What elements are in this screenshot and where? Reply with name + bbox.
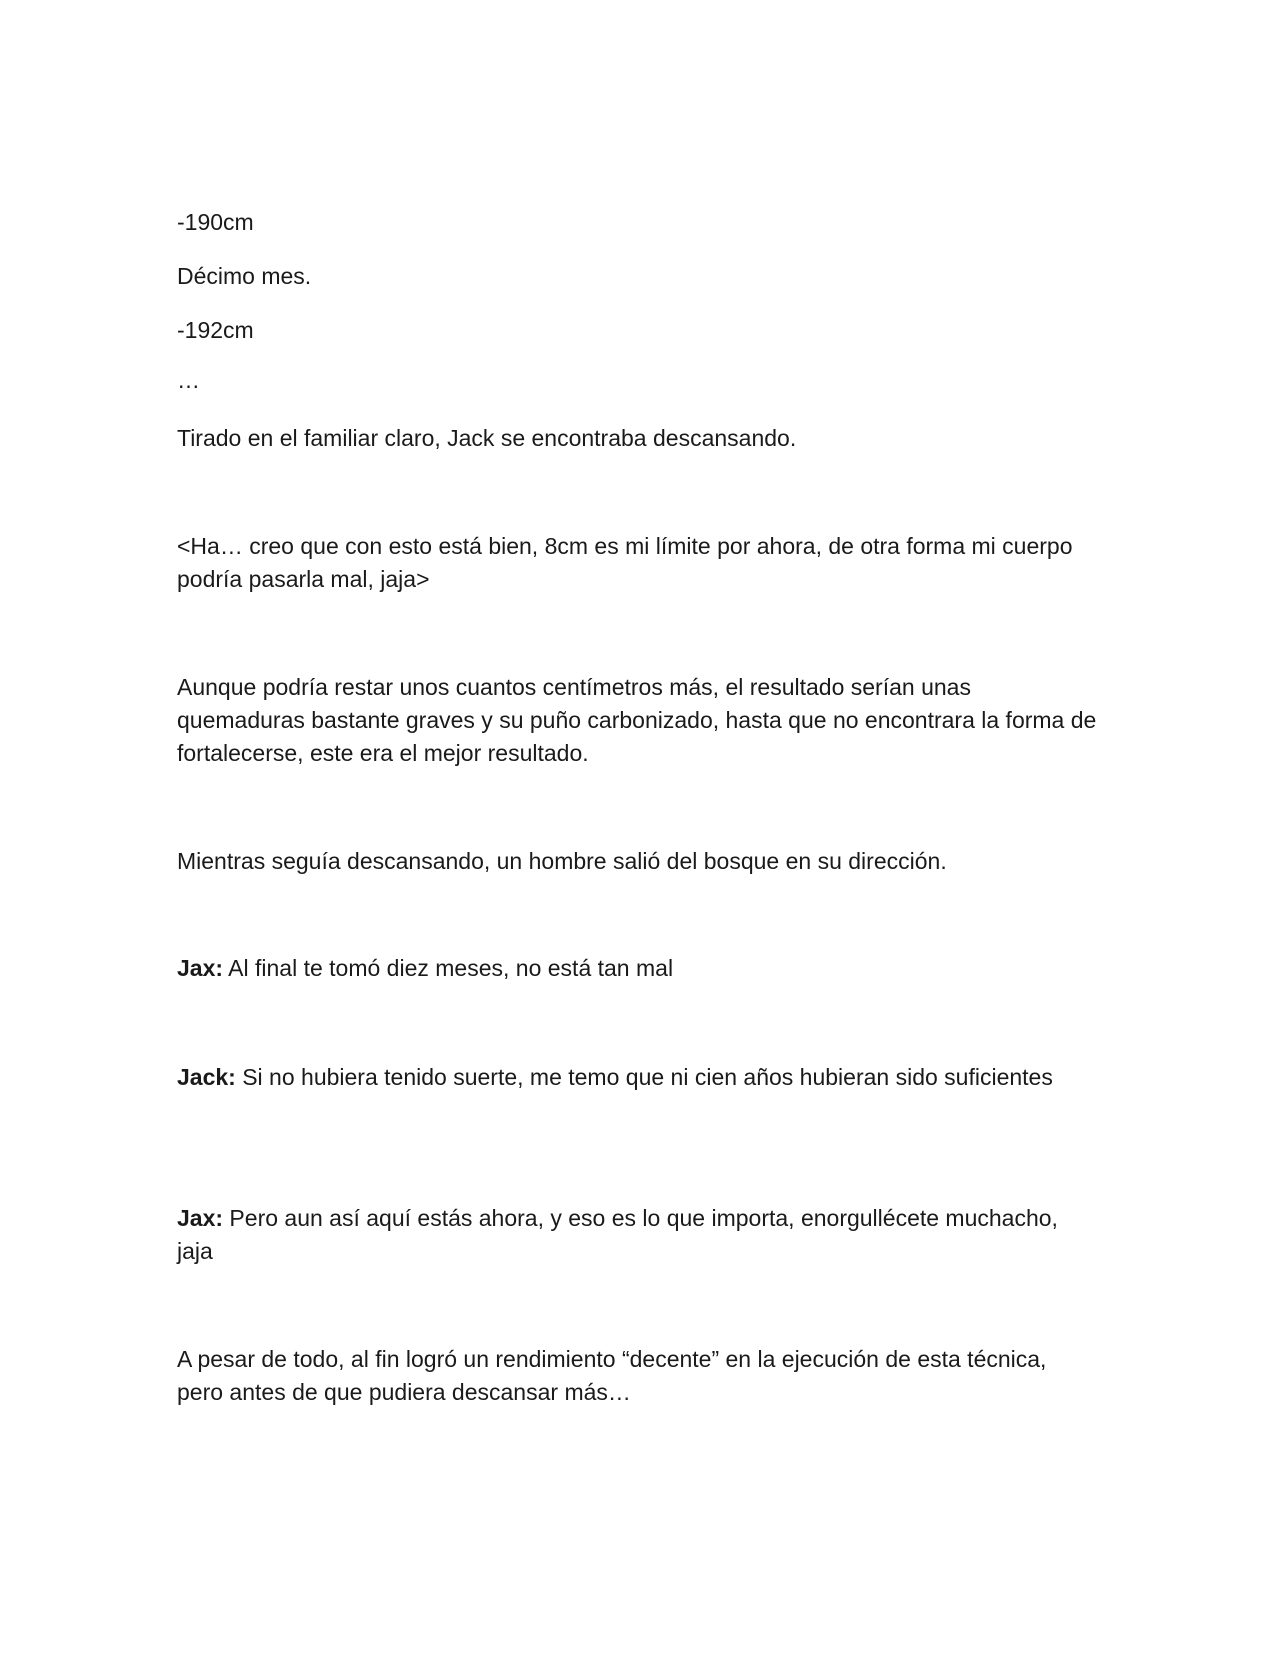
speaker-name: Jax: (177, 1205, 224, 1231)
paragraph-text: A pesar de todo, al fin logró un rendimiento “decente” en la ejecución de esta técnica, pero antes de que pudiera descansar más… (177, 1346, 1047, 1405)
dialogue-text: Pero aun así aquí estás ahora, y eso es lo que importa, enorgullécete muchacho, jaja (177, 1205, 1058, 1264)
paragraph-text: Aunque podría restar unos cuantos centímetros más, el resultado serían unas quemaduras bastante graves y su puño carbonizado, hasta que no encontrara la forma de fortalecerse, este era el mejor resultado. (177, 674, 1097, 766)
paragraph-height-190 (177, 206, 1097, 239)
dialogue-line (177, 1061, 1097, 1094)
paragraph-text: Tirado en el familiar claro, Jack se encontraba descansando. (177, 425, 797, 451)
dialogue-line (177, 1202, 1097, 1268)
paragraph-text: … (177, 367, 200, 393)
paragraph-text: -190cm (177, 209, 254, 235)
paragraph-narration (177, 845, 1097, 878)
paragraph-thought (177, 530, 1097, 596)
paragraph-narration (177, 1343, 1097, 1409)
paragraph-narration (177, 671, 1097, 770)
speaker-name: Jax: (177, 955, 224, 981)
paragraph-height-192 (177, 314, 1097, 347)
paragraph-text: -192cm (177, 317, 254, 343)
speaker-name: Jack: (177, 1064, 236, 1090)
paragraph-text: Décimo mes. (177, 263, 312, 289)
paragraph-text: <Ha… creo que con esto está bien, 8cm es mi límite por ahora, de otra forma mi cuerpo podría pasarla mal, jaja> (177, 533, 1073, 592)
paragraph-text: Mientras seguía descansando, un hombre salió del bosque en su dirección. (177, 848, 947, 874)
paragraph-ellipsis (177, 364, 1097, 397)
dialogue-text: Al final te tomó diez meses, no está tan mal (223, 955, 674, 981)
paragraph-month (177, 260, 1097, 293)
dialogue-text: Si no hubiera tenido suerte, me temo que ni cien años hubieran sido suficientes (235, 1064, 1053, 1090)
dialogue-line (177, 952, 1097, 985)
paragraph-narration (177, 422, 1097, 455)
